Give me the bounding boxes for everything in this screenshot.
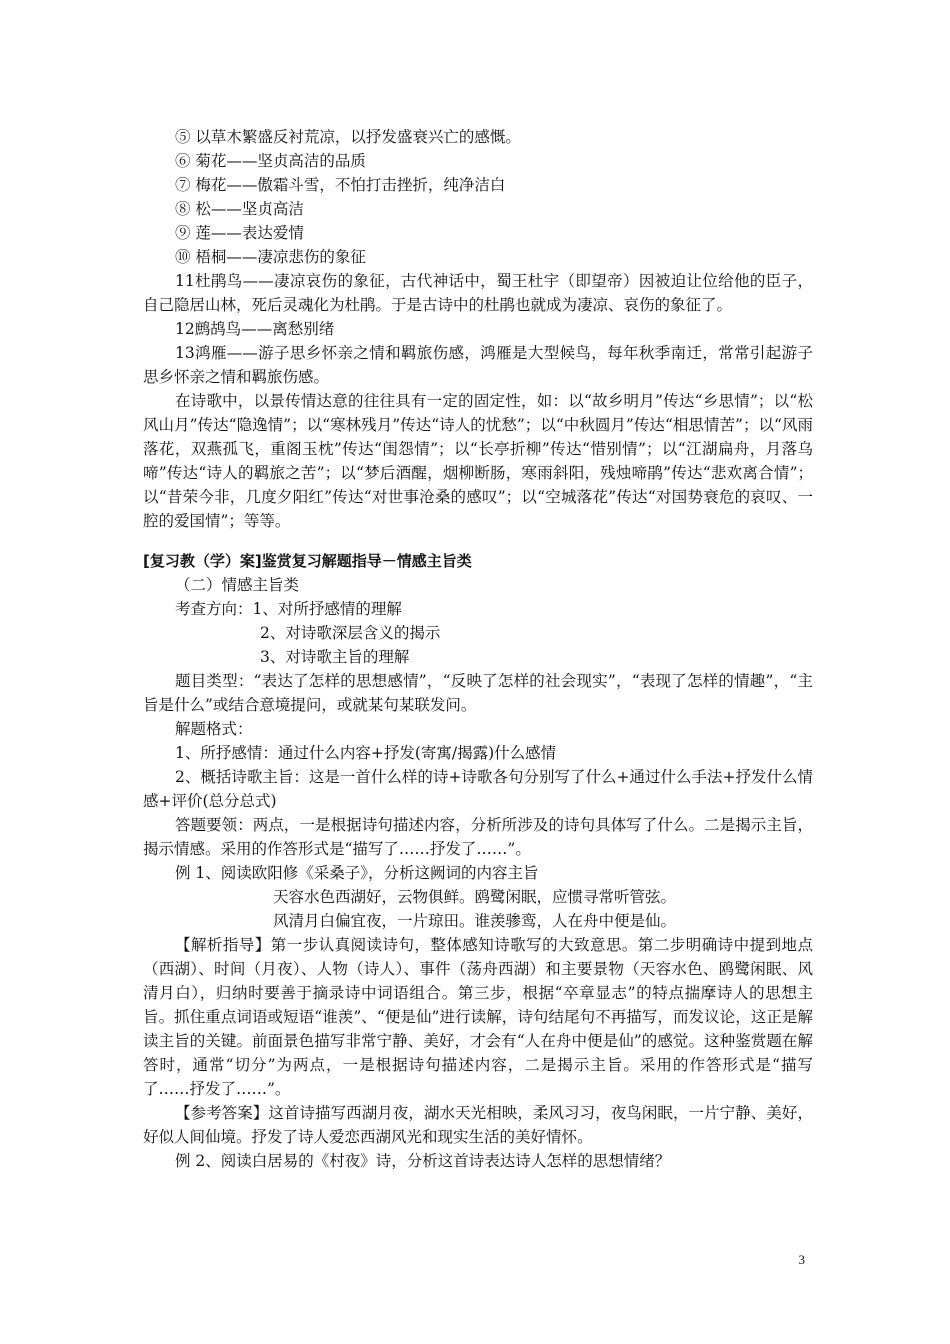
imagery-item: ⑩ 梧桐——凄凉悲伤的象征 bbox=[175, 248, 366, 266]
imagery-list bbox=[143, 125, 813, 269]
answer-key-points: 答题要领：两点，一是根据诗句描述内容，分析所涉及的诗句具体写了什么。二是揭示主旨，揭示情感。采用的作答形式是“描写了……抒发了……”。 bbox=[143, 816, 813, 858]
exam-direction-3: 3、对诗歌主旨的理解 bbox=[260, 648, 410, 666]
imagery-item: ⑦ 梅花——傲霜斗雪，不怕打击挫折，纯净洁白 bbox=[175, 176, 506, 194]
question-types: 题目类型：“表达了怎样的思想感情”，“反映了怎样的社会现实”，“表现了怎样的情趣”，“主旨是什么”或结合意境提问，或就某句某联发问。 bbox=[143, 672, 813, 714]
imagery-item: ⑥ 菊花——坚贞高洁的品质 bbox=[175, 152, 366, 170]
format-item-2: 2、概括诗歌主旨：这是一首什么样的诗+诗歌各句分别写了什么+通过什么手法+抒发什么情感+评价(总分总式) bbox=[143, 768, 813, 810]
page-number: 3 bbox=[798, 1252, 805, 1267]
reference-answer: 【参考答案】这首诗描写西湖月夜，湖水天光相映，柔风习习，夜鸟闲眠，一片宁静、美好，好似人间仙境。抒发了诗人爱恋西湖风光和现实生活的美好情怀。 bbox=[143, 1104, 813, 1146]
imagery-item-12: 12鹧鸪鸟——离愁别绪 bbox=[175, 320, 335, 338]
imagery-item-11: 11杜鹃鸟——凄凉哀伤的象征，古代神话中，蜀王杜宇（即望帝）因被迫让位给他的臣子，自己隐居山林，死后灵魂化为杜鹃。于是古诗中的杜鹃也就成为凄凉、哀伤的象征了。 bbox=[143, 272, 813, 314]
exam-direction: 考查方向：1、对所抒感情的理解 bbox=[175, 600, 402, 618]
poem-line-2: 风清月白偏宜夜，一片琼田。谁羡骖鸾，人在舟中便是仙。 bbox=[273, 912, 677, 930]
page-content bbox=[143, 125, 813, 1173]
imagery-item: ⑨ 莲——表达爱情 bbox=[175, 224, 304, 242]
poem-line-1: 天容水色西湖好，云物俱鲜。鸥鹭闲眠，应惯寻常听管弦。 bbox=[273, 888, 677, 906]
example-1-title: 例 1、阅读欧阳修《采桑子》，分析这阙词的内容主旨 bbox=[175, 864, 539, 882]
section-gap bbox=[143, 533, 813, 549]
example-2-title: 例 2、阅读白居易的《村夜》诗，分析这首诗表达诗人怎样的思想情绪？ bbox=[175, 1152, 671, 1170]
exam-direction-2: 2、对诗歌深层含义的揭示 bbox=[260, 624, 441, 642]
imagery-item-13: 13鸿雁——游子思乡怀亲之情和羁旅伤感，鸿雁是大型候鸟，每年秋季南迁，常常引起游子思乡怀亲之情和羁旅伤感。 bbox=[143, 344, 813, 386]
fixed-imagery-paragraph: 在诗歌中，以景传情达意的往往具有一定的固定性，如：以“故乡明月”传达“乡思情”；以“松风山月”传达“隐逸情”；以“寒林残月”传达“诗人的忧愁”；以“中秋圆月”传达“相思情苦”；以“风雨落花，双燕孤飞，重阁玉枕”传达“闺怨情”；以“长亭折柳”传达“惜别情”；以“江湖扁舟，月落乌啼”传达“诗人的羁旅之苦”；以“梦后酒醒，烟柳断肠，寒雨斜阳，残烛啼鹃”传达“悲欢离合情”；以“昔荣今非，几度夕阳红”传达“对世事沧桑的感叹”；以“空城落花”传达“对国势衰危的哀叹、一腔的爱国情”；等等。 bbox=[143, 392, 813, 530]
imagery-item: ⑧ 松——坚贞高洁 bbox=[175, 200, 304, 218]
format-label: 解题格式： bbox=[175, 720, 253, 738]
section-heading: [复习教（学）案]鉴赏复习解题指导－情感主旨类 bbox=[143, 552, 472, 570]
format-item-1: 1、所抒感情：通过什么内容+抒发(寄寓/揭露)什么感情 bbox=[175, 744, 557, 762]
subsection-title: （二）情感主旨类 bbox=[175, 576, 300, 594]
analysis-guide: 【解析指导】第一步认真阅读诗句，整体感知诗歌写的大致意思。第二步明确诗中提到地点（西湖）、时间（月夜）、人物（诗人）、事件（荡舟西湖）和主要景物（天容水色、鸥鹭闲眠、风清月白），归纳时要善于摘录诗中词语组合。第三步，根据“卒章显志”的特点揣摩诗人的思想主旨。抓住重点词语或短语“谁羡”、“便是仙”进行读解，诗句结尾句不再描写，而发议论，这正是解读主旨的关键。前面景色描写非常宁静、美好，才会有“人在舟中便是仙”的感觉。这种鉴赏题在解答时，通常“切分”为两点，一是根据诗句描述内容，二是揭示主旨。采用的作答形式是“描写了……抒发了……”。 bbox=[143, 936, 813, 1098]
imagery-item: ⑤ 以草木繁盛反衬荒凉，以抒发盛衰兴亡的感慨。 bbox=[175, 128, 521, 146]
